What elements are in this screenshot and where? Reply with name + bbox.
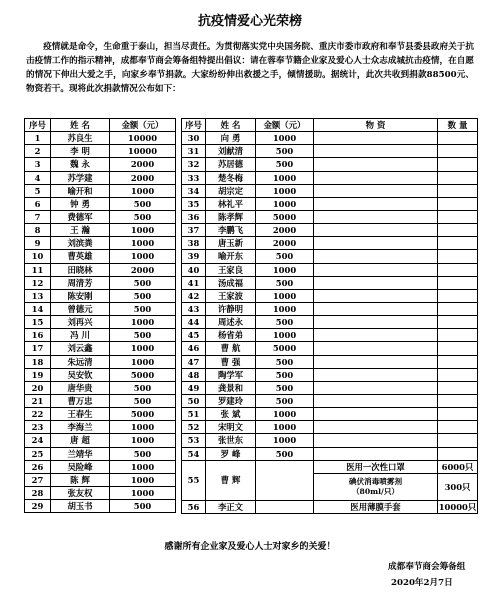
table-row bbox=[25, 158, 176, 171]
table-row bbox=[182, 381, 478, 394]
cell-no: 53 bbox=[182, 434, 206, 447]
table-row bbox=[182, 224, 478, 237]
cell-amount: 500 bbox=[110, 276, 176, 289]
table-row bbox=[25, 355, 176, 368]
cell-name: 张友权 bbox=[51, 486, 110, 499]
cell-no: 26 bbox=[25, 460, 51, 473]
cell-name: 罗建玲 bbox=[206, 394, 256, 407]
cell-name: 兰靖华 bbox=[51, 447, 110, 460]
cell-amount: 10000 bbox=[110, 145, 176, 158]
row55-qty1: 6000只 bbox=[438, 460, 478, 473]
cell-no: 1 bbox=[25, 132, 51, 145]
cell-empty bbox=[314, 276, 438, 289]
cell-empty bbox=[438, 171, 478, 184]
cell-empty bbox=[438, 184, 478, 197]
table-row bbox=[182, 421, 478, 434]
cell-no: 36 bbox=[182, 210, 206, 223]
cell-no: 4 bbox=[25, 171, 51, 184]
table-row bbox=[25, 237, 176, 250]
cell-name: 喻开东 bbox=[206, 250, 256, 263]
header-name: 姓 名 bbox=[51, 119, 110, 132]
cell-no: 17 bbox=[25, 342, 51, 355]
cell-name: 罗 峰 bbox=[206, 447, 256, 460]
table-row bbox=[25, 224, 176, 237]
row55-no: 55 bbox=[182, 460, 206, 500]
row55-name: 曹 辉 bbox=[206, 460, 256, 500]
cell-amount: 500 bbox=[110, 302, 176, 315]
table-row bbox=[182, 447, 478, 460]
table-row bbox=[25, 329, 176, 342]
table-row bbox=[25, 500, 176, 513]
cell-no: 51 bbox=[182, 408, 206, 421]
cell-amount: 1000 bbox=[256, 302, 314, 315]
cell-amount: 5000 bbox=[110, 368, 176, 381]
cell-name: 王 瀚 bbox=[51, 224, 110, 237]
table-row bbox=[25, 210, 176, 223]
cell-empty bbox=[314, 368, 438, 381]
row56-name: 李正文 bbox=[206, 500, 256, 513]
table-row bbox=[25, 250, 176, 263]
cell-amount: 1000 bbox=[256, 184, 314, 197]
cell-empty bbox=[314, 184, 438, 197]
cell-name: 陈安刚 bbox=[51, 289, 110, 302]
cell-no: 50 bbox=[182, 394, 206, 407]
cell-amount: 1000 bbox=[110, 421, 176, 434]
table-row bbox=[25, 447, 176, 460]
table-row bbox=[182, 342, 478, 355]
cell-name: 周清芳 bbox=[51, 276, 110, 289]
cell-amount: 500 bbox=[256, 368, 314, 381]
cell-no: 6 bbox=[25, 197, 51, 210]
cell-name: 陈孝辉 bbox=[206, 210, 256, 223]
cell-no: 54 bbox=[182, 447, 206, 460]
cell-amount: 10000 bbox=[110, 132, 176, 145]
cell-no: 23 bbox=[25, 421, 51, 434]
header-no: 序号 bbox=[182, 119, 206, 132]
table-row bbox=[25, 289, 176, 302]
thanks-note: 感谢所有企业家及爱心人士对家乡的关爱！ bbox=[164, 542, 336, 552]
cell-no: 24 bbox=[25, 434, 51, 447]
table-row bbox=[182, 158, 478, 171]
cell-amount: 1000 bbox=[256, 197, 314, 210]
table-row bbox=[25, 276, 176, 289]
cell-no: 52 bbox=[182, 421, 206, 434]
cell-empty bbox=[314, 447, 438, 460]
table-row bbox=[182, 394, 478, 407]
cell-empty bbox=[438, 145, 478, 158]
cell-amount: 2000 bbox=[256, 224, 314, 237]
cell-no: 47 bbox=[182, 355, 206, 368]
cell-no: 42 bbox=[182, 289, 206, 302]
cell-no: 13 bbox=[25, 289, 51, 302]
cell-empty bbox=[438, 224, 478, 237]
cell-no: 20 bbox=[25, 381, 51, 394]
table-row bbox=[182, 132, 478, 145]
cell-amount: 1000 bbox=[256, 263, 314, 276]
table-row bbox=[25, 486, 176, 499]
cell-name: 汤成福 bbox=[206, 276, 256, 289]
cell-no: 8 bbox=[25, 224, 51, 237]
cell-name: 张世东 bbox=[206, 434, 256, 447]
cell-no: 41 bbox=[182, 276, 206, 289]
cell-amount: 500 bbox=[110, 381, 176, 394]
header-qty: 数 量 bbox=[438, 119, 478, 132]
table-row bbox=[182, 408, 478, 421]
row55-amount bbox=[256, 460, 314, 500]
table-row bbox=[25, 342, 176, 355]
cell-name: 苏学建 bbox=[51, 171, 110, 184]
cell-name: 费德军 bbox=[51, 210, 110, 223]
cell-amount: 500 bbox=[110, 289, 176, 302]
cell-amount: 500 bbox=[256, 276, 314, 289]
cell-amount: 500 bbox=[256, 250, 314, 263]
header-no: 序号 bbox=[25, 119, 51, 132]
cell-name: 陈 辉 bbox=[51, 473, 110, 486]
cell-amount: 500 bbox=[256, 316, 314, 329]
cell-empty bbox=[314, 158, 438, 171]
table-row bbox=[182, 145, 478, 158]
cell-name: 唐 超 bbox=[51, 434, 110, 447]
cell-empty bbox=[314, 263, 438, 276]
table-row bbox=[182, 184, 478, 197]
cell-no: 49 bbox=[182, 381, 206, 394]
cell-no: 9 bbox=[25, 237, 51, 250]
cell-name: 曾德元 bbox=[51, 302, 110, 315]
header-name: 姓 名 bbox=[206, 119, 256, 132]
cell-name: 杨省弟 bbox=[206, 329, 256, 342]
cell-empty bbox=[314, 302, 438, 315]
cell-empty bbox=[438, 289, 478, 302]
cell-amount: 500 bbox=[256, 158, 314, 171]
row55-goods1: 医用一次性口罩 bbox=[314, 460, 438, 473]
cell-name: 刘滨粪 bbox=[51, 237, 110, 250]
cell-name: 刘献清 bbox=[206, 145, 256, 158]
header-amount: 金额（元） bbox=[256, 119, 314, 132]
table-row bbox=[25, 197, 176, 210]
table-row bbox=[182, 434, 478, 447]
cell-no: 27 bbox=[25, 473, 51, 486]
table-row bbox=[25, 145, 176, 158]
cell-name: 苏居德 bbox=[206, 158, 256, 171]
table-row bbox=[25, 302, 176, 315]
cell-no: 5 bbox=[25, 184, 51, 197]
cell-amount: 2000 bbox=[110, 171, 176, 184]
cell-amount: 1000 bbox=[110, 486, 176, 499]
table-row bbox=[25, 316, 176, 329]
cell-no: 32 bbox=[182, 158, 206, 171]
cell-no: 18 bbox=[25, 355, 51, 368]
cell-empty bbox=[314, 355, 438, 368]
cell-no: 43 bbox=[182, 302, 206, 315]
table-row bbox=[182, 316, 478, 329]
cell-name: 田晓林 bbox=[51, 263, 110, 276]
cell-name: 许静明 bbox=[206, 302, 256, 315]
cell-amount: 5000 bbox=[256, 210, 314, 223]
cell-no: 29 bbox=[25, 500, 51, 513]
table-row bbox=[182, 171, 478, 184]
cell-amount: 1000 bbox=[110, 434, 176, 447]
row56-amount bbox=[256, 500, 314, 513]
cell-no: 11 bbox=[25, 263, 51, 276]
cell-name: 王春生 bbox=[51, 408, 110, 421]
cell-empty bbox=[314, 408, 438, 421]
cell-empty bbox=[438, 197, 478, 210]
cell-empty bbox=[314, 197, 438, 210]
cell-amount: 1000 bbox=[110, 224, 176, 237]
cell-amount: 500 bbox=[256, 394, 314, 407]
cell-empty bbox=[438, 158, 478, 171]
cell-amount: 500 bbox=[110, 394, 176, 407]
cell-name: 王家良 bbox=[206, 263, 256, 276]
cell-no: 3 bbox=[25, 158, 51, 171]
table-row bbox=[182, 276, 478, 289]
cell-amount: 1000 bbox=[110, 237, 176, 250]
cell-empty bbox=[314, 171, 438, 184]
cell-no: 25 bbox=[25, 447, 51, 460]
cell-name: 周述永 bbox=[206, 316, 256, 329]
cell-empty bbox=[438, 132, 478, 145]
cell-amount: 500 bbox=[110, 210, 176, 223]
cell-no: 44 bbox=[182, 316, 206, 329]
donation-table-right bbox=[181, 118, 478, 514]
cell-name: 胡玉书 bbox=[51, 500, 110, 513]
table-row bbox=[182, 368, 478, 381]
cell-name: 刘再兴 bbox=[51, 316, 110, 329]
cell-no: 31 bbox=[182, 145, 206, 158]
table-row bbox=[25, 421, 176, 434]
cell-amount: 5000 bbox=[110, 408, 176, 421]
cell-name: 龚景和 bbox=[206, 381, 256, 394]
table-row bbox=[25, 381, 176, 394]
cell-amount: 1000 bbox=[256, 289, 314, 302]
cell-empty bbox=[438, 302, 478, 315]
cell-empty bbox=[314, 342, 438, 355]
cell-name: 喻开和 bbox=[51, 184, 110, 197]
cell-empty bbox=[314, 316, 438, 329]
cell-empty bbox=[438, 394, 478, 407]
row55-goods2 bbox=[314, 473, 438, 500]
cell-no: 34 bbox=[182, 184, 206, 197]
cell-empty bbox=[438, 342, 478, 355]
footer-organization: 成都奉节商会筹备组 bbox=[388, 562, 466, 572]
cell-amount: 2000 bbox=[110, 263, 176, 276]
cell-name: 吴险峰 bbox=[51, 460, 110, 473]
cell-no: 37 bbox=[182, 224, 206, 237]
cell-no: 39 bbox=[182, 250, 206, 263]
cell-empty bbox=[314, 289, 438, 302]
cell-amount: 1000 bbox=[256, 171, 314, 184]
cell-amount: 1000 bbox=[110, 460, 176, 473]
cell-name: 唐华贵 bbox=[51, 381, 110, 394]
cell-amount: 500 bbox=[110, 329, 176, 342]
cell-amount: 1000 bbox=[256, 329, 314, 342]
cell-amount: 500 bbox=[110, 500, 176, 513]
table-row bbox=[25, 394, 176, 407]
table-row bbox=[25, 408, 176, 421]
cell-name: 张 斌 bbox=[206, 408, 256, 421]
cell-amount: 1000 bbox=[256, 434, 314, 447]
cell-empty bbox=[438, 355, 478, 368]
table-row bbox=[25, 132, 176, 145]
cell-name: 王家波 bbox=[206, 289, 256, 302]
footer-date: 2020年2月7日 bbox=[391, 578, 453, 588]
row55-goods2-line2: （80ml/只） bbox=[351, 486, 400, 496]
cell-amount: 1000 bbox=[110, 473, 176, 486]
page-title: 抗疫情爱心光荣榜 bbox=[197, 14, 302, 29]
cell-name: 陶学军 bbox=[206, 368, 256, 381]
cell-no: 16 bbox=[25, 329, 51, 342]
cell-name: 李 明 bbox=[51, 145, 110, 158]
cell-name: 钟 勇 bbox=[51, 197, 110, 210]
cell-empty bbox=[438, 447, 478, 460]
cell-name: 向 勇 bbox=[206, 132, 256, 145]
cell-no: 22 bbox=[25, 408, 51, 421]
cell-empty bbox=[438, 250, 478, 263]
cell-name: 朱远清 bbox=[51, 355, 110, 368]
cell-no: 21 bbox=[25, 394, 51, 407]
cell-no: 45 bbox=[182, 329, 206, 342]
cell-no: 38 bbox=[182, 237, 206, 250]
table-row bbox=[25, 434, 176, 447]
cell-name: 李海兰 bbox=[51, 421, 110, 434]
row56-qty: 10000只 bbox=[438, 501, 477, 512]
cell-name: 楚冬梅 bbox=[206, 171, 256, 184]
table-row bbox=[182, 237, 478, 250]
table-row bbox=[25, 263, 176, 276]
table-row bbox=[182, 250, 478, 263]
row56-no: 56 bbox=[182, 500, 206, 513]
cell-empty bbox=[438, 408, 478, 421]
cell-name: 吴安钦 bbox=[51, 368, 110, 381]
table-row bbox=[25, 460, 176, 473]
cell-empty bbox=[438, 434, 478, 447]
row56-goods: 医用薄膜手套 bbox=[314, 500, 438, 513]
cell-name: 曹 强 bbox=[206, 355, 256, 368]
table-row bbox=[25, 171, 176, 184]
cell-amount: 1000 bbox=[110, 316, 176, 329]
cell-empty bbox=[438, 276, 478, 289]
cell-empty bbox=[314, 250, 438, 263]
cell-name: 刘云鑫 bbox=[51, 342, 110, 355]
cell-empty bbox=[438, 263, 478, 276]
table-row bbox=[25, 184, 176, 197]
cell-name: 曹英雄 bbox=[51, 250, 110, 263]
cell-empty bbox=[438, 381, 478, 394]
table-row bbox=[182, 355, 478, 368]
table-row bbox=[182, 210, 478, 223]
table-row bbox=[25, 473, 176, 486]
cell-name: 唐玉新 bbox=[206, 237, 256, 250]
header-goods: 物 资 bbox=[314, 119, 438, 132]
cell-no: 46 bbox=[182, 342, 206, 355]
cell-name: 曹 航 bbox=[206, 342, 256, 355]
cell-amount: 1000 bbox=[110, 184, 176, 197]
cell-empty bbox=[314, 329, 438, 342]
cell-amount: 1000 bbox=[110, 342, 176, 355]
cell-no: 7 bbox=[25, 210, 51, 223]
cell-empty bbox=[314, 210, 438, 223]
cell-amount: 1000 bbox=[110, 250, 176, 263]
cell-empty bbox=[314, 394, 438, 407]
cell-empty bbox=[438, 237, 478, 250]
cell-name: 冯 川 bbox=[51, 329, 110, 342]
cell-amount: 5000 bbox=[256, 342, 314, 355]
cell-empty bbox=[438, 421, 478, 434]
table-row bbox=[182, 263, 478, 276]
cell-name: 胡宗定 bbox=[206, 184, 256, 197]
cell-name: 李鹏飞 bbox=[206, 224, 256, 237]
cell-no: 30 bbox=[182, 132, 206, 145]
row55-qty2: 300只 bbox=[438, 473, 478, 500]
cell-no: 14 bbox=[25, 302, 51, 315]
cell-name: 魏 永 bbox=[51, 158, 110, 171]
cell-no: 10 bbox=[25, 250, 51, 263]
table-row bbox=[182, 302, 478, 315]
cell-no: 19 bbox=[25, 368, 51, 381]
cell-amount: 1000 bbox=[256, 132, 314, 145]
cell-amount: 1000 bbox=[110, 355, 176, 368]
cell-empty bbox=[314, 421, 438, 434]
cell-amount: 500 bbox=[110, 197, 176, 210]
cell-no: 33 bbox=[182, 171, 206, 184]
cell-no: 12 bbox=[25, 276, 51, 289]
cell-empty bbox=[438, 368, 478, 381]
table-row bbox=[25, 368, 176, 381]
table-row bbox=[182, 329, 478, 342]
cell-amount: 500 bbox=[256, 145, 314, 158]
cell-amount: 1000 bbox=[256, 421, 314, 434]
donation-table-left bbox=[24, 118, 176, 513]
cell-no: 48 bbox=[182, 368, 206, 381]
cell-amount: 500 bbox=[256, 355, 314, 368]
cell-name: 宋明文 bbox=[206, 421, 256, 434]
cell-no: 35 bbox=[182, 197, 206, 210]
cell-no: 15 bbox=[25, 316, 51, 329]
cell-amount: 2000 bbox=[256, 237, 314, 250]
cell-name: 林礼平 bbox=[206, 197, 256, 210]
cell-amount: 500 bbox=[110, 447, 176, 460]
cell-empty bbox=[314, 434, 438, 447]
cell-empty bbox=[438, 316, 478, 329]
cell-empty bbox=[438, 210, 478, 223]
header-amount: 金额（元） bbox=[110, 119, 176, 132]
cell-amount: 500 bbox=[256, 447, 314, 460]
cell-amount: 2000 bbox=[110, 158, 176, 171]
cell-empty bbox=[314, 132, 438, 145]
cell-name: 曹万忠 bbox=[51, 394, 110, 407]
cell-no: 2 bbox=[25, 145, 51, 158]
cell-empty bbox=[438, 329, 478, 342]
intro-paragraph: 疫情就是命令，生命重于泰山，担当尽责任。为贯彻落实党中央国务院、重庆市委市政府和奉节县委县政府关于抗击疫情工作的指示精神，成都奉节商会筹备组特提出倡议：请在蓉奉节籍企业家及爱心人士众志成城抗击疫情，在自愿的情况下伸出大爱之手，向家乡奉节捐款。大家纷纷伸出救援之手，倾情援助。据统计，此次共收到捐款88500元、物资若干。现将此次捐款情况公布如下： bbox=[26, 42, 474, 94]
cell-no: 28 bbox=[25, 486, 51, 499]
row55-goods2-line1: 碘伏消毒喷雾剂 bbox=[348, 476, 403, 486]
table-row bbox=[182, 197, 478, 210]
cell-empty bbox=[314, 224, 438, 237]
cell-empty bbox=[314, 381, 438, 394]
cell-empty bbox=[314, 145, 438, 158]
cell-empty bbox=[314, 237, 438, 250]
cell-name: 苏良生 bbox=[51, 132, 110, 145]
cell-no: 40 bbox=[182, 263, 206, 276]
cell-amount: 1000 bbox=[256, 408, 314, 421]
table-row bbox=[182, 289, 478, 302]
cell-amount: 500 bbox=[256, 381, 314, 394]
